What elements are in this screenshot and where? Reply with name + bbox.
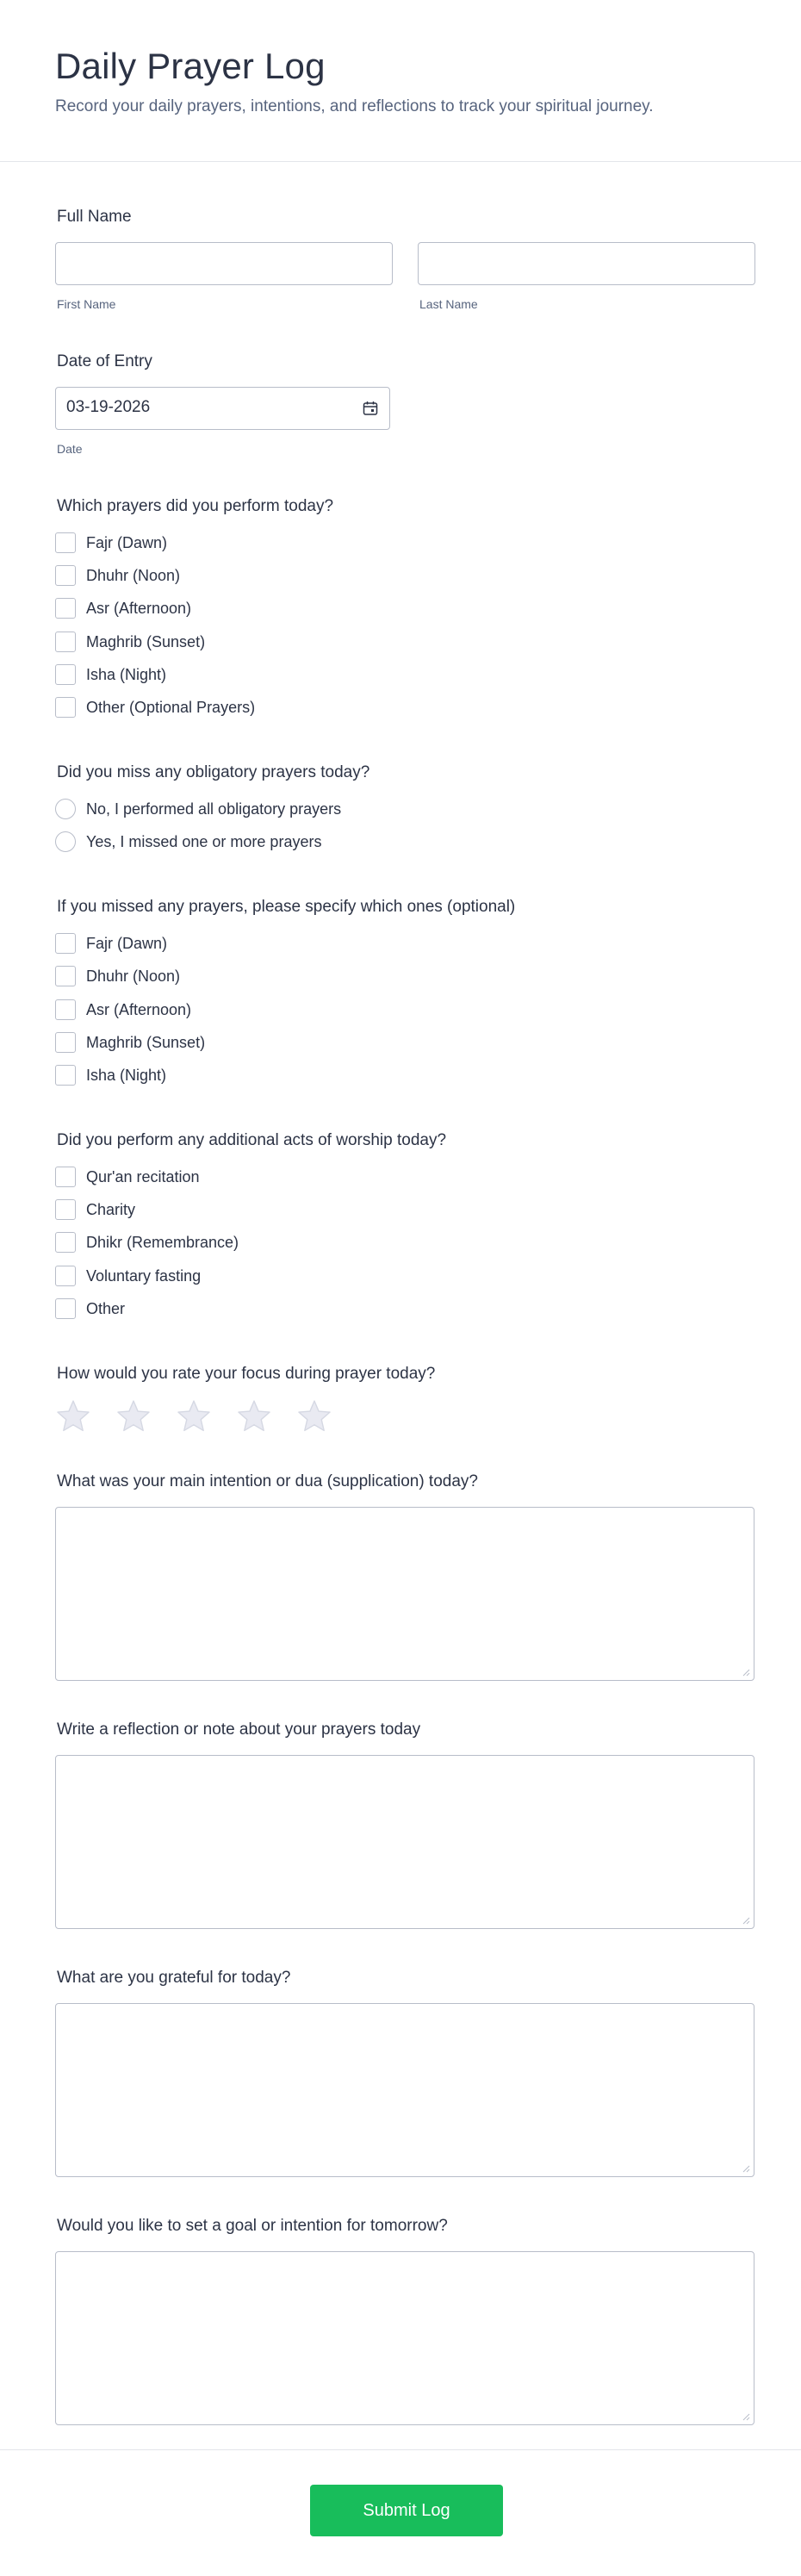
goal-textarea[interactable] xyxy=(55,2251,754,2425)
checkbox[interactable] xyxy=(55,565,76,586)
star-icon[interactable] xyxy=(236,1398,272,1434)
prayers-performed-option[interactable]: Other (Optional Prayers) xyxy=(55,696,255,719)
additional-worship-option[interactable]: Voluntary fasting xyxy=(55,1265,201,1287)
missed-specify-option[interactable]: Asr (Afternoon) xyxy=(55,999,191,1021)
radio[interactable] xyxy=(55,799,76,819)
additional-worship-option[interactable]: Dhikr (Remembrance) xyxy=(55,1231,239,1254)
checkbox[interactable] xyxy=(55,664,76,685)
checkbox[interactable] xyxy=(55,1199,76,1220)
additional-worship-label: Did you perform any additional acts of worship today? xyxy=(57,1131,447,1149)
star-icon[interactable] xyxy=(115,1398,152,1434)
prayers-performed-option[interactable]: Dhuhr (Noon) xyxy=(55,564,180,587)
checkbox[interactable] xyxy=(55,966,76,986)
prayers-performed-option[interactable]: Isha (Night) xyxy=(55,663,166,686)
missed-specify-label: If you missed any prayers, please specify which ones (optional) xyxy=(57,898,516,916)
resize-grip-icon[interactable] xyxy=(742,2412,750,2421)
full-name-label: Full Name xyxy=(57,208,132,226)
star-rating[interactable] xyxy=(55,1398,332,1434)
date-sublabel: Date xyxy=(57,442,83,456)
checkbox[interactable] xyxy=(55,697,76,718)
form-header xyxy=(0,0,801,162)
first-name-sublabel: First Name xyxy=(57,297,116,311)
missed-obligatory-label: Did you miss any obligatory prayers today? xyxy=(57,763,370,781)
page-title: Daily Prayer Log xyxy=(55,46,326,86)
date-label: Date of Entry xyxy=(57,352,152,370)
grateful-label: What are you grateful for today? xyxy=(57,1969,291,1987)
form-footer xyxy=(0,2449,801,2576)
radio[interactable] xyxy=(55,831,76,852)
checkbox[interactable] xyxy=(55,1032,76,1053)
checkbox[interactable] xyxy=(55,632,76,652)
checkbox[interactable] xyxy=(55,933,76,954)
star-icon[interactable] xyxy=(296,1398,332,1434)
intention-textarea[interactable] xyxy=(55,1507,754,1681)
star-icon[interactable] xyxy=(176,1398,212,1434)
star-icon[interactable] xyxy=(55,1398,91,1434)
prayers-performed-option[interactable]: Fajr (Dawn) xyxy=(55,532,167,554)
missed-specify-option[interactable]: Isha (Night) xyxy=(55,1064,166,1086)
reflection-label: Write a reflection or note about your prayers today xyxy=(57,1720,421,1739)
resize-grip-icon[interactable] xyxy=(742,2164,750,2173)
grateful-textarea[interactable] xyxy=(55,2003,754,2177)
intention-label: What was your main intention or dua (supplication) today? xyxy=(57,1472,478,1490)
checkbox[interactable] xyxy=(55,1232,76,1253)
submit-button[interactable]: Submit Log xyxy=(310,2485,503,2536)
prayers-performed-option[interactable]: Asr (Afternoon) xyxy=(55,597,191,619)
missed-specify-option[interactable]: Dhuhr (Noon) xyxy=(55,965,180,987)
checkbox[interactable] xyxy=(55,1298,76,1319)
first-name-input[interactable] xyxy=(55,242,393,285)
prayers-performed-label: Which prayers did you perform today? xyxy=(57,497,334,515)
date-value: 03-19-2026 xyxy=(66,398,151,416)
checkbox[interactable] xyxy=(55,532,76,553)
checkbox[interactable] xyxy=(55,999,76,1020)
last-name-sublabel: Last Name xyxy=(419,297,478,311)
focus-rating-label: How would you rate your focus during prayer today? xyxy=(57,1365,436,1383)
page-subtitle: Record your daily prayers, intentions, and reflections to track your spiritual journey. xyxy=(55,97,654,115)
additional-worship-option[interactable]: Charity xyxy=(55,1198,135,1221)
last-name-input[interactable] xyxy=(418,242,755,285)
additional-worship-option[interactable]: Qur'an recitation xyxy=(55,1166,200,1188)
date-input[interactable] xyxy=(55,387,390,430)
missed-obligatory-option[interactable]: No, I performed all obligatory prayers xyxy=(55,798,341,820)
checkbox[interactable] xyxy=(55,1266,76,1286)
prayers-performed-option[interactable]: Maghrib (Sunset) xyxy=(55,631,205,653)
checkbox[interactable] xyxy=(55,598,76,619)
resize-grip-icon[interactable] xyxy=(742,1916,750,1925)
missed-specify-option[interactable]: Maghrib (Sunset) xyxy=(55,1031,205,1054)
calendar-icon[interactable] xyxy=(363,401,378,416)
missed-obligatory-option[interactable]: Yes, I missed one or more prayers xyxy=(55,831,321,853)
goal-label: Would you like to set a goal or intention for tomorrow? xyxy=(57,2217,448,2235)
additional-worship-option[interactable]: Other xyxy=(55,1297,125,1320)
missed-specify-option[interactable]: Fajr (Dawn) xyxy=(55,932,167,955)
checkbox[interactable] xyxy=(55,1065,76,1086)
reflection-textarea[interactable] xyxy=(55,1755,754,1929)
checkbox[interactable] xyxy=(55,1167,76,1187)
resize-grip-icon[interactable] xyxy=(742,1668,750,1677)
